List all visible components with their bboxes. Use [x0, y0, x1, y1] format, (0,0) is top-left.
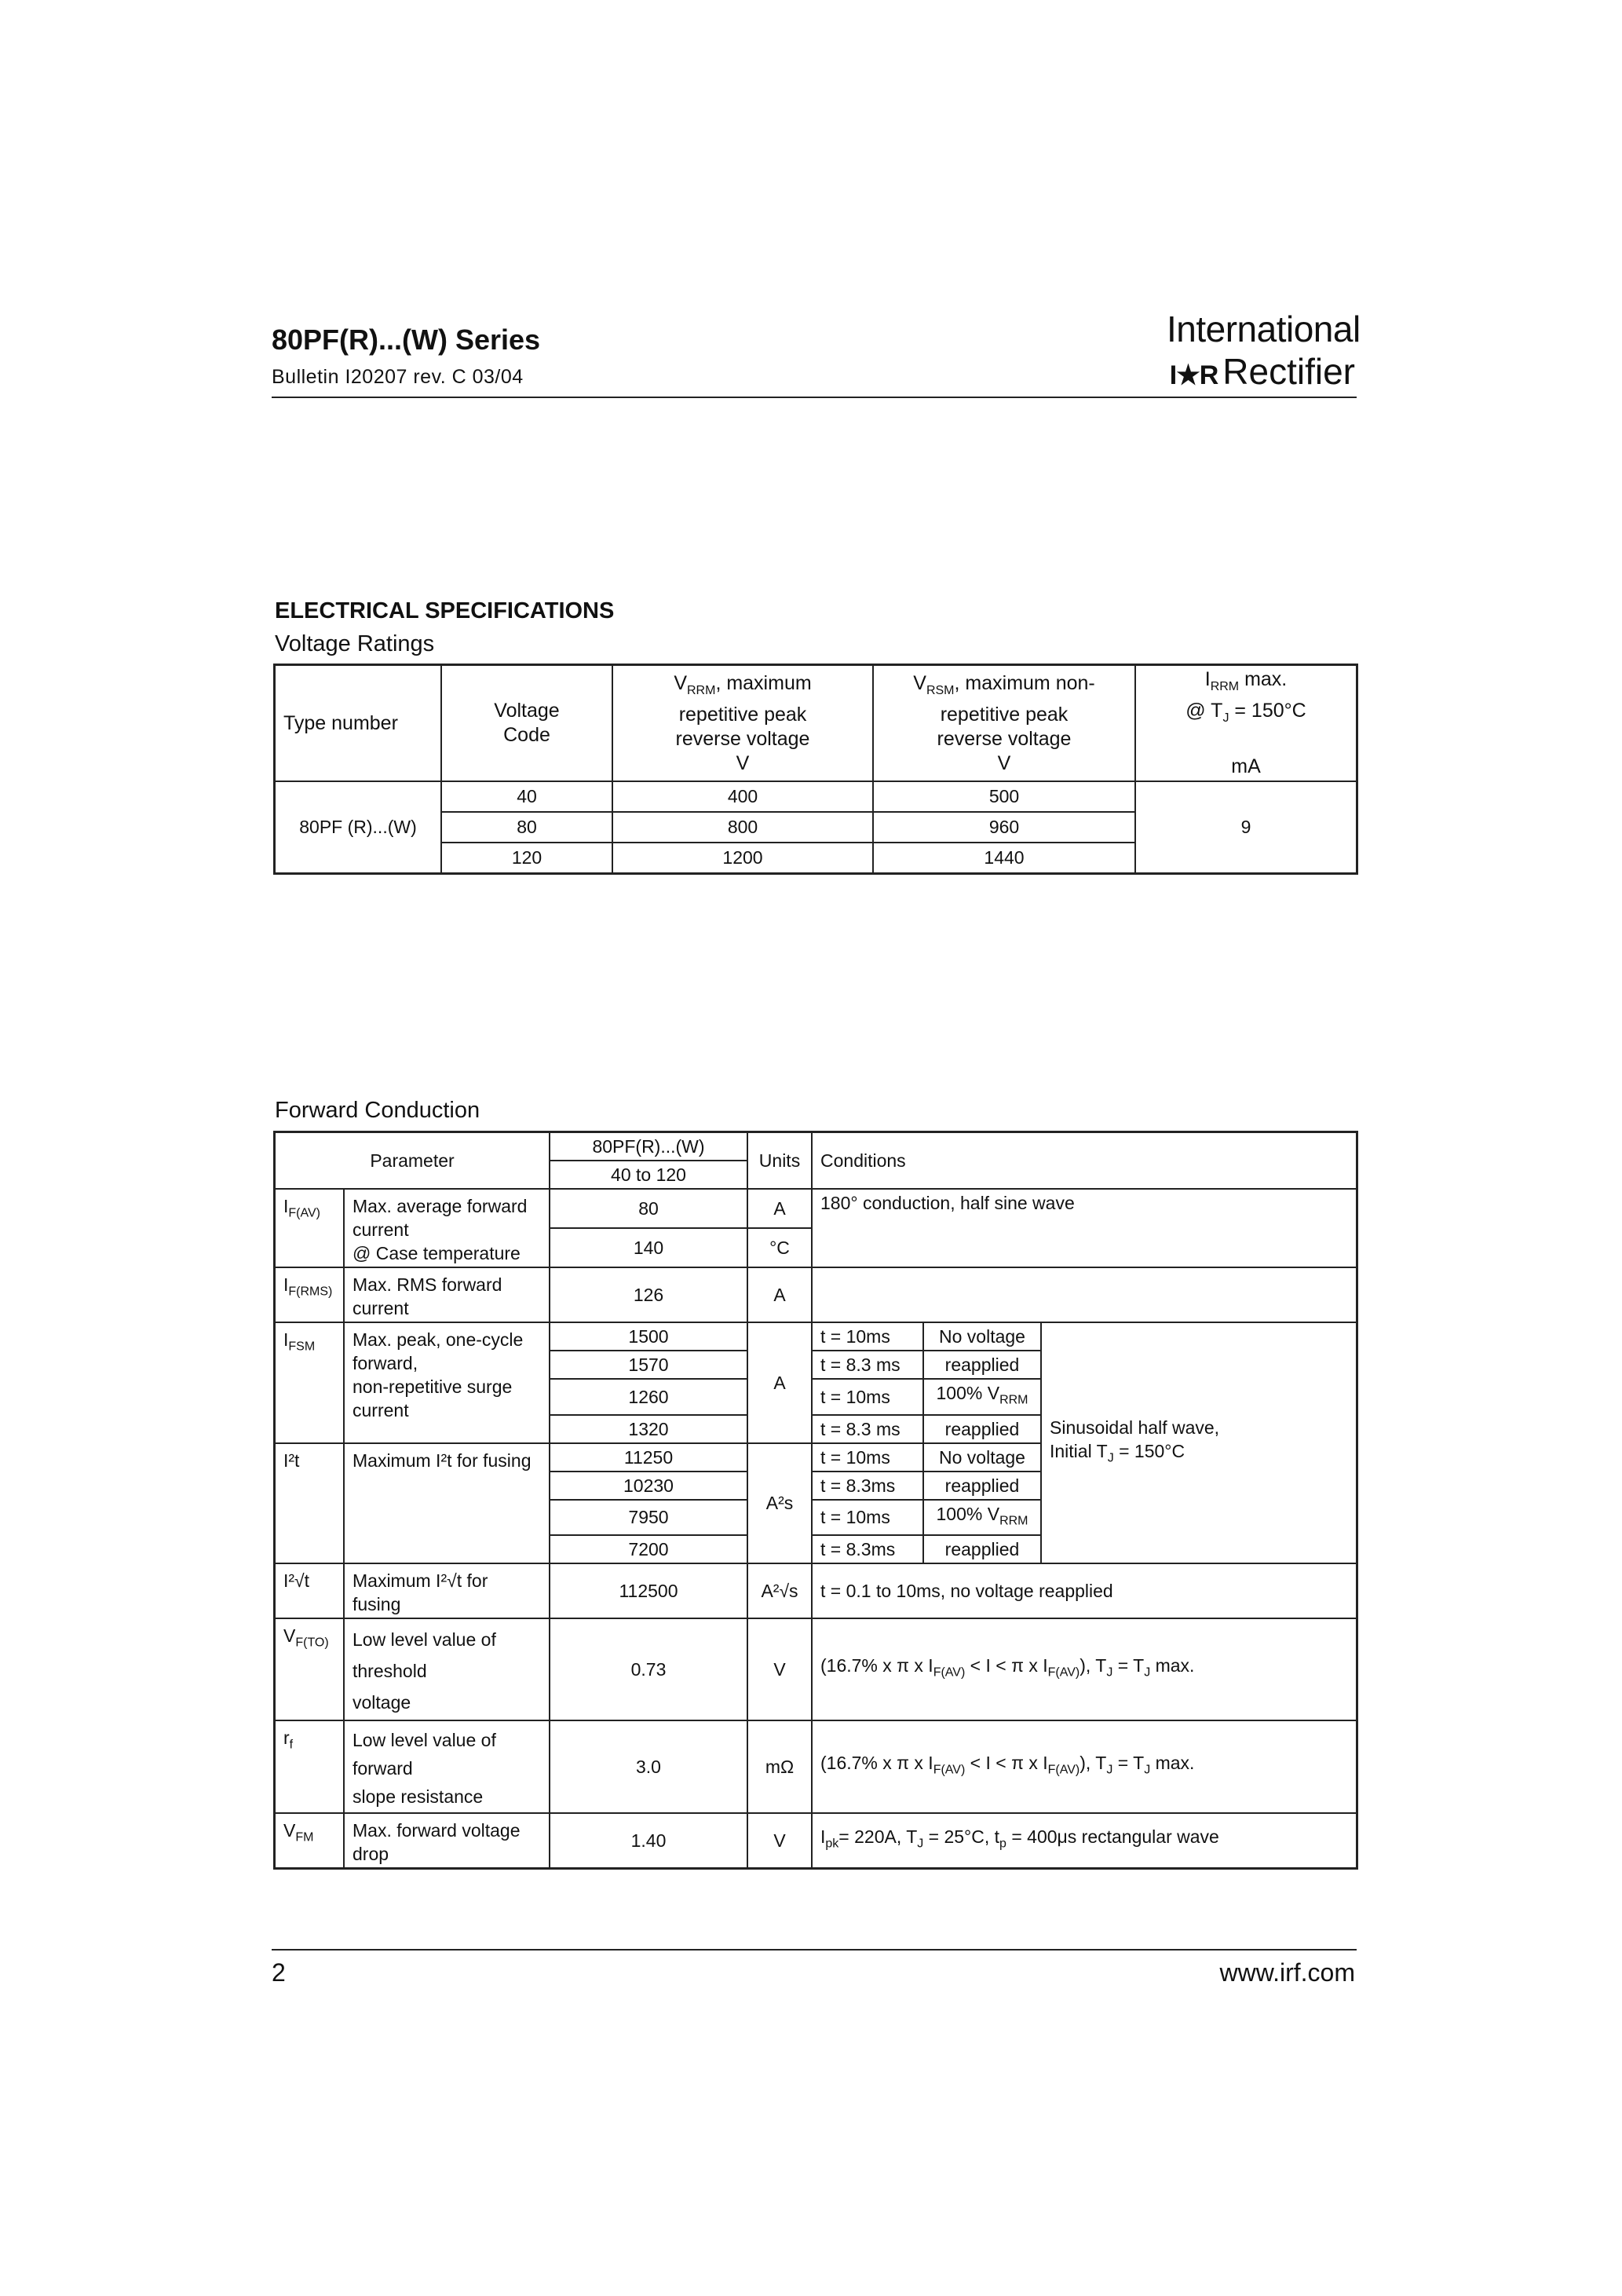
voltage-ratings-table [273, 664, 1358, 875]
bulletin-number: Bulletin I20207 rev. C 03/04 [272, 366, 524, 388]
vrsm-cell: 1440 [873, 843, 1135, 874]
unit-cell: A [747, 1322, 812, 1443]
value-cell: 7950 [550, 1500, 747, 1536]
parameter-cell: Maximum I²t for fusing [344, 1443, 550, 1564]
value-cell: 112500 [550, 1563, 747, 1618]
parameter-cell: Max. RMS forward current [344, 1267, 550, 1322]
header-type-number: Type number [275, 665, 442, 782]
symbol-cell: $r_f$ [275, 1720, 345, 1813]
unit-cell: °C [747, 1228, 812, 1267]
header-conditions: Conditions [812, 1132, 1357, 1190]
condition-time-cell: t = 8.3ms [812, 1472, 923, 1500]
table-row [275, 1189, 1357, 1228]
table-row [275, 1720, 1357, 1813]
value-cell: 1260 [550, 1379, 747, 1415]
parameter-cell: Max. peak, one-cycle forward, non-repetitive surge current [344, 1322, 550, 1443]
condition-cell: 180° conduction, half sine wave [812, 1189, 1357, 1267]
table-row [275, 1322, 1357, 1351]
voltage-code-cell: 120 [441, 843, 612, 874]
header-voltage-code: Voltage Code [441, 665, 612, 782]
unit-cell: A [747, 1189, 812, 1228]
website-link[interactable]: www.irf.com [1219, 1958, 1355, 1987]
condition-time-cell: t = 10ms [812, 1500, 923, 1536]
parameter-cell: Low level value of threshold voltage [344, 1618, 550, 1720]
voltage-ratings-title: Voltage Ratings [275, 631, 435, 656]
table-row [275, 1618, 1357, 1720]
header-parameter: Parameter [275, 1132, 550, 1190]
value-cell: 11250 [550, 1443, 747, 1472]
brand-logo-line2 [1167, 350, 1355, 393]
symbol-cell: I²t [275, 1443, 345, 1564]
voltage-code-cell: 40 [441, 781, 612, 812]
value-cell: 1500 [550, 1322, 747, 1351]
condition-cell: t = 0.1 to 10ms, no voltage reapplied [812, 1563, 1357, 1618]
condition-note-cell: 100% $V_{RRM}$ [923, 1379, 1041, 1415]
unit-cell: A²s [747, 1443, 812, 1564]
table-header-row [275, 1132, 1357, 1161]
section-title: ELECTRICAL SPECIFICATIONS [275, 598, 615, 623]
unit-cell: V [747, 1813, 812, 1869]
brand-line2: Rectifier [1222, 351, 1355, 392]
header-units: Units [747, 1132, 812, 1190]
forward-conduction-title: Forward Conduction [275, 1098, 480, 1123]
vrsm-cell: 960 [873, 812, 1135, 843]
type-number-cell: 80PF (R)...(W) [275, 781, 442, 874]
table-row [275, 1813, 1357, 1869]
value-cell: 1320 [550, 1415, 747, 1443]
table-row [275, 781, 1357, 812]
parameter-cell: Max. forward voltage drop [344, 1813, 550, 1869]
condition-note-cell: reapplied [923, 1535, 1041, 1563]
vrrm-cell: 400 [612, 781, 873, 812]
value-cell: 1570 [550, 1351, 747, 1379]
condition-time-cell: t = 10ms [812, 1322, 923, 1351]
ior-logo-mark: I★R [1169, 360, 1218, 390]
irrm-cell: 9 [1135, 781, 1357, 874]
header-vrrm: $V_{RRM}$, maximum repetitive peak reverse voltage V [612, 665, 873, 782]
sinusoidal-condition-cell: Sinusoidal half wave, Initial $T_J = 150^\circ C$ [1041, 1322, 1357, 1563]
page-number: 2 [272, 1958, 286, 1987]
table-header-row [275, 665, 1357, 782]
value-cell: 80 [550, 1189, 747, 1228]
condition-time-cell: t = 8.3ms [812, 1535, 923, 1563]
voltage-code-cell: 80 [441, 812, 612, 843]
forward-conduction-table [273, 1131, 1358, 1870]
header-range: 40 to 120 [550, 1161, 747, 1189]
condition-time-cell: t = 8.3 ms [812, 1351, 923, 1379]
condition-note-cell: 100% $V_{RRM}$ [923, 1500, 1041, 1536]
symbol-cell: $V_{FM}$ [275, 1813, 345, 1869]
value-cell: 126 [550, 1267, 747, 1322]
condition-time-cell: t = 8.3 ms [812, 1415, 923, 1443]
condition-cell: (16.7% x π x $I_{F(AV)} < I < \pi$ x $I_{F(AV)}$), $T_J = T_J$ max. [812, 1720, 1357, 1813]
symbol-cell: I²√t [275, 1563, 345, 1618]
footer-divider [272, 1949, 1357, 1951]
table-row [275, 1267, 1357, 1322]
condition-note-cell: reapplied [923, 1351, 1041, 1379]
header-vrsm: $V_{RSM}$, maximum non- repetitive peak reverse voltage V [873, 665, 1135, 782]
unit-cell: A²√s [747, 1563, 812, 1618]
value-cell: 3.0 [550, 1720, 747, 1813]
condition-note-cell: reapplied [923, 1472, 1041, 1500]
value-cell: 0.73 [550, 1618, 747, 1720]
unit-cell: A [747, 1267, 812, 1322]
brand-logo [1167, 308, 1361, 350]
table-row [275, 1563, 1357, 1618]
header-divider [272, 397, 1357, 398]
symbol-cell: $I_{F(AV)}$ [275, 1189, 345, 1267]
parameter-cell: Maximum I²√t for fusing [344, 1563, 550, 1618]
condition-time-cell: t = 10ms [812, 1443, 923, 1472]
header-part-number: 80PF(R)...(W) [550, 1132, 747, 1161]
parameter-cell: Low level value of forward slope resistance [344, 1720, 550, 1813]
value-cell: 7200 [550, 1535, 747, 1563]
condition-cell: $I_{pk}= 220A$, $T_J = 25^\circ C$, $t_p = 400\mu s$ rectangular wave [812, 1813, 1357, 1869]
symbol-cell: $I_{FSM}$ [275, 1322, 345, 1443]
header-irrm: $I_{RRM}$ max. @ $T_J = 150^\circ C$ mA [1135, 665, 1357, 782]
condition-note-cell: No voltage [923, 1443, 1041, 1472]
unit-cell: mΩ [747, 1720, 812, 1813]
value-cell: 140 [550, 1228, 747, 1267]
symbol-cell: $V_{F(TO)}$ [275, 1618, 345, 1720]
brand-line1: International [1167, 309, 1361, 349]
vrrm-cell: 1200 [612, 843, 873, 874]
value-cell: 1.40 [550, 1813, 747, 1869]
condition-note-cell: reapplied [923, 1415, 1041, 1443]
parameter-cell: Max. average forward current @ Case temperature [344, 1189, 550, 1267]
unit-cell: V [747, 1618, 812, 1720]
condition-cell [812, 1267, 1357, 1322]
condition-note-cell: No voltage [923, 1322, 1041, 1351]
vrrm-cell: 800 [612, 812, 873, 843]
vrsm-cell: 500 [873, 781, 1135, 812]
document-title: 80PF(R)...(W) Series [272, 324, 541, 356]
value-cell: 10230 [550, 1472, 747, 1500]
symbol-cell: $I_{F(RMS)}$ [275, 1267, 345, 1322]
condition-time-cell: t = 10ms [812, 1379, 923, 1415]
condition-cell: (16.7% x π x $I_{F(AV)} < I < \pi$ x $I_{F(AV)}$), $T_J = T_J$ max. [812, 1618, 1357, 1720]
